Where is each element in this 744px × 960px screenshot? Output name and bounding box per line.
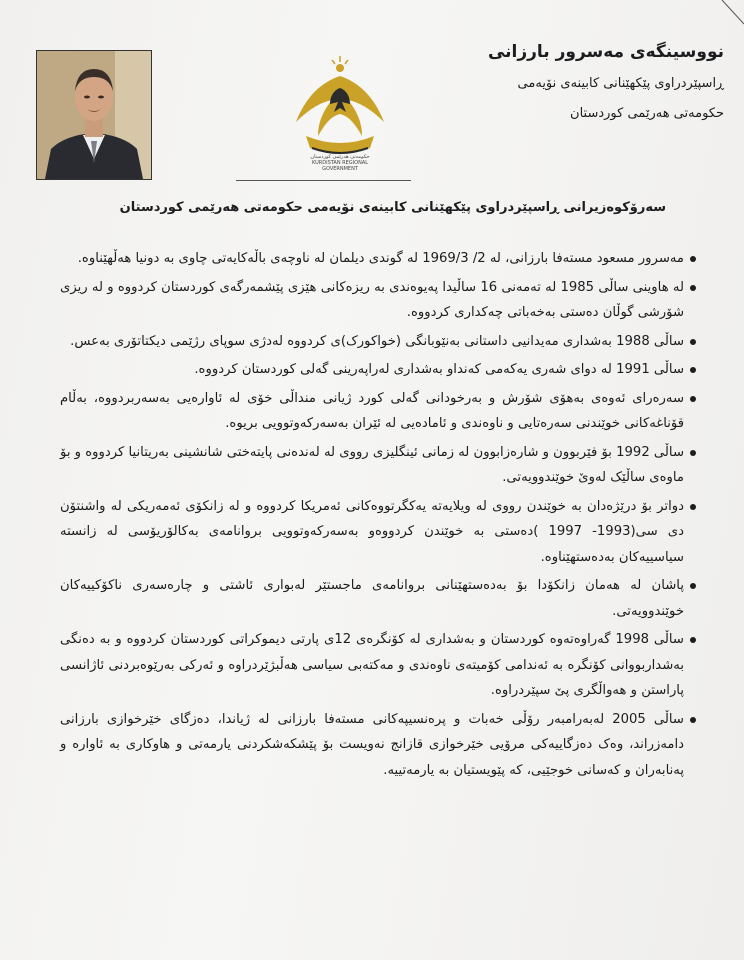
page-corner-fold	[714, 0, 744, 30]
list-item: ساڵی 1988 بەشداری مەیدانیی داستانی بەنێوبانگی (خواکورک)ی کردووە لەدژی سوپای رژێمی دیکتاتۆری بەعس.	[60, 329, 686, 355]
office-name: نووسینگەی مەسرور بارزانی	[487, 42, 724, 62]
list-item: سەرەرای ئەوەی بەهۆی شۆرش و بەرخودانی گەلی کورد ژیانی منداڵی خۆی لە ئاوارەیی بەسەربردووە، بەڵام قۆناغەکانی خوێندنی سەرەتایی و ناوەندی و ئامادەیی لە ئێران بەسەرکەوتوویی بریوە.	[60, 386, 686, 437]
emblem-caption-en: KURDISTAN REGIONAL GOVERNMENT	[311, 160, 369, 172]
office-government: حکومەتی هەرێمی کوردستان	[570, 106, 724, 121]
list-item: پاشان لە هەمان زانکۆدا بۆ بەدەستهێنانی بروانامەی ماجستێر لەبواری ئاشتی و چارەسەری ناکۆکییەکان خوێندوویەتی.	[60, 573, 686, 624]
list-item: لە هاوینی ساڵی 1985 لە تەمەنی 16 ساڵیدا پەیوەندی بە ریزەکانی هێزی پێشمەرگەی کوردستان کردووە و لە ریزی شۆرشی گوڵان دەستی بەخەباتی چەکداری کردووە.	[60, 275, 686, 326]
office-position: ڕاسپێردراوی پێکهێنانی کابینەی نۆیەمی	[517, 76, 724, 91]
emblem-caption-ku: حکومەتی هەرێمی کوردستان	[310, 154, 370, 160]
list-item: مەسرور مسعود مستەفا بارزانی، لە 2/ 1969/3 لە گوندی دیلمان لە ناوچەی باڵەکایەتی چاوی بە دونیا هەڵهێناوە.	[60, 246, 686, 272]
list-item: ساڵی 1998 گەراوەتەوە کوردستان و بەشداری لە کۆنگرەی 12ی پارتی دیموکراتی کوردستان کردووە و بە دەنگی بەشداربووانی کۆنگرە بە ئەندامی کۆمیتەی ناوەندی و مەکتەبی سیاسی هەڵبژێردراوە و ئەرکی بەرێوەبردنی ئاژانسی پاراستن و هەواڵگری پێ سپێردراوە.	[60, 627, 686, 704]
document-subtitle: سەرۆکوەزیرانی ڕاسپێردراوی پێکهێنانی کابینەی نۆیەمی حکومەتی هەرێمی کوردستان	[119, 200, 666, 215]
list-item: ساڵی 1992 بۆ فێربوون و شارەزابوون لە زمانی ئینگلیزی رووی لە لەندەنی پایتەختی شانشینی بەریتانیا کردووە و بۆ ماوەی ساڵێک لەوێ خوێندوویەتی.	[60, 440, 686, 491]
list-item: ساڵی 1991 لە دوای شەری یەکەمی کەنداو بەشداری لەراپەرینی گەلی کوردستان کردووە.	[60, 357, 686, 383]
list-item: ساڵی 2005 لەبەرامبەر رۆڵی خەبات و پرەنسیپەکانی مستەفا بارزانی لە ژیاندا، دەزگای خێرخوازی بارزانی دامەزراند، وەک دەزگاییەکی مرۆیی خێرخوازی قازانج نەویست بۆ پێشکەشکردنی یارمەتی و هاوکاری بە ئاوارە و پەنابەران و کەسانی خوجێیی، کە پێویستیان بە یارمەتییە.	[60, 707, 686, 784]
list-item: دواتر بۆ درێژەدان بە خوێندن رووی لە ویلایەتە یەکگرتووەکانی ئەمریکا کردووە و لە زانکۆی ئەمەریکی لە واشنتۆن دی سی(1993- 1997 )دەستی بە خوێندن کردووەو بەسەرکەوتوویی بروانامەی بەکالۆریۆسی لە زانستە سیاسییەکان بەدەستهێناوە.	[60, 494, 686, 571]
header-divider	[236, 180, 411, 181]
biography-list	[60, 246, 686, 786]
portrait-photo	[36, 50, 152, 180]
emblem-caption	[300, 154, 380, 172]
